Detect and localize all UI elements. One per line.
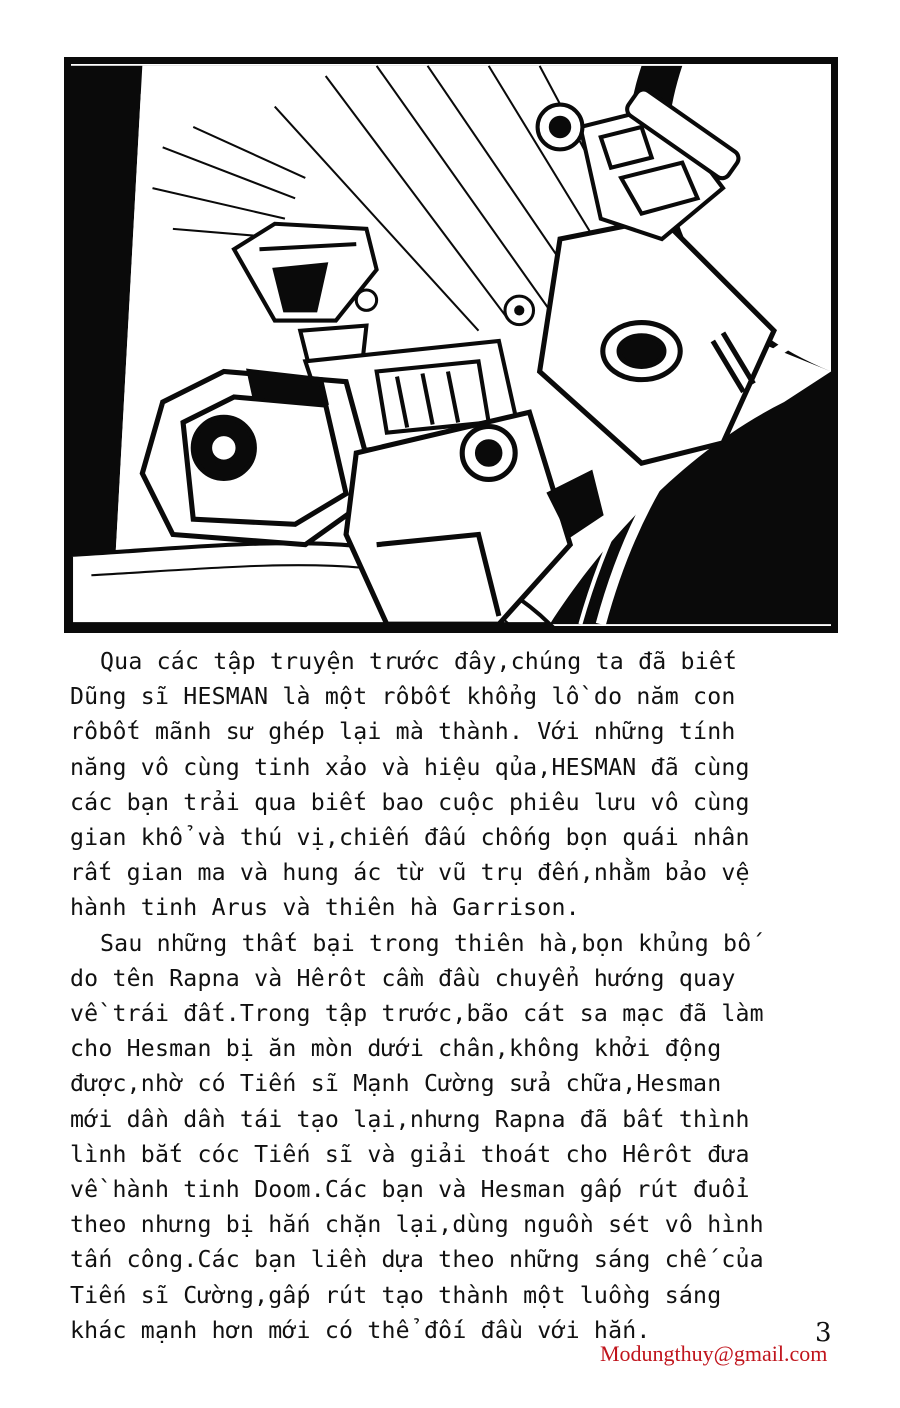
story-text: [70, 644, 860, 1348]
story-line: tấn công.Các bạn liền dựa theo những sáng chế của: [70, 1246, 764, 1274]
story-line: rôbốt mãnh sư ghép lại mà thành. Với những tính: [70, 718, 736, 746]
story-line: rất gian ma và hung ác từ vũ trụ đến,nhằm bảo vệ: [70, 859, 750, 887]
robot-left-shoulder: [142, 371, 376, 544]
story-line: do tên Rapna và Hêrôt cầm đầu chuyển hướng quay: [70, 964, 736, 992]
story-paragraph-1: [70, 644, 860, 926]
story-line: Dũng sĩ HESMAN là một rôbốt khổng lồ do năm con: [70, 683, 736, 711]
story-line: được,nhờ có Tiến sĩ Mạnh Cường sửa chữa,Hesman: [70, 1070, 722, 1098]
watermark-email[interactable]: Modungthuy@gmail.com: [600, 1341, 828, 1366]
story-line: các bạn trải qua biết bao cuộc phiêu lưu vô cùng: [70, 788, 750, 816]
story-line: gian khổ và thú vị,chiến đấu chống bọn quái nhân: [70, 824, 750, 852]
story-paragraph-2: [70, 926, 860, 1348]
story-line: khác mạnh hơn mới có thể đối đầu với hắn.: [70, 1316, 651, 1344]
story-line: về trái đất.Trong tập trước,bão cát sa mạc đã làm: [70, 1000, 764, 1028]
story-line: mới dần dần tái tạo lại,nhưng Rapna đã bất thình: [70, 1105, 750, 1133]
story-line: năng vô cùng tinh xảo và hiệu qủa,HESMAN đã cùng: [70, 753, 750, 781]
story-line: theo nhưng bị hắn chặn lại,dùng nguồn sét vô hình: [70, 1211, 764, 1239]
story-line: lình bắt cóc Tiến sĩ và giải thoát cho Hêrôt đưa: [70, 1140, 750, 1168]
comic-panel: [64, 57, 838, 633]
story-line: về hành tinh Doom.Các bạn và Hesman gấp rút đuổi: [70, 1176, 750, 1204]
story-line: Qua các tập truyện trước đây,chúng ta đã biết: [100, 648, 738, 675]
page-number: 3: [815, 1318, 832, 1348]
story-line: Tiến sĩ Cường,gấp rút tạo thành một luồng sáng: [70, 1281, 722, 1309]
story-line: hành tinh Arus và thiên hà Garrison.: [70, 894, 580, 922]
robot-illustration: [71, 64, 831, 626]
story-line: cho Hesman bị ăn mòn dưới chân,không khởi động: [70, 1035, 722, 1063]
story-line: Sau những thất bại trong thiên hà,bọn khủng bố: [100, 929, 752, 957]
